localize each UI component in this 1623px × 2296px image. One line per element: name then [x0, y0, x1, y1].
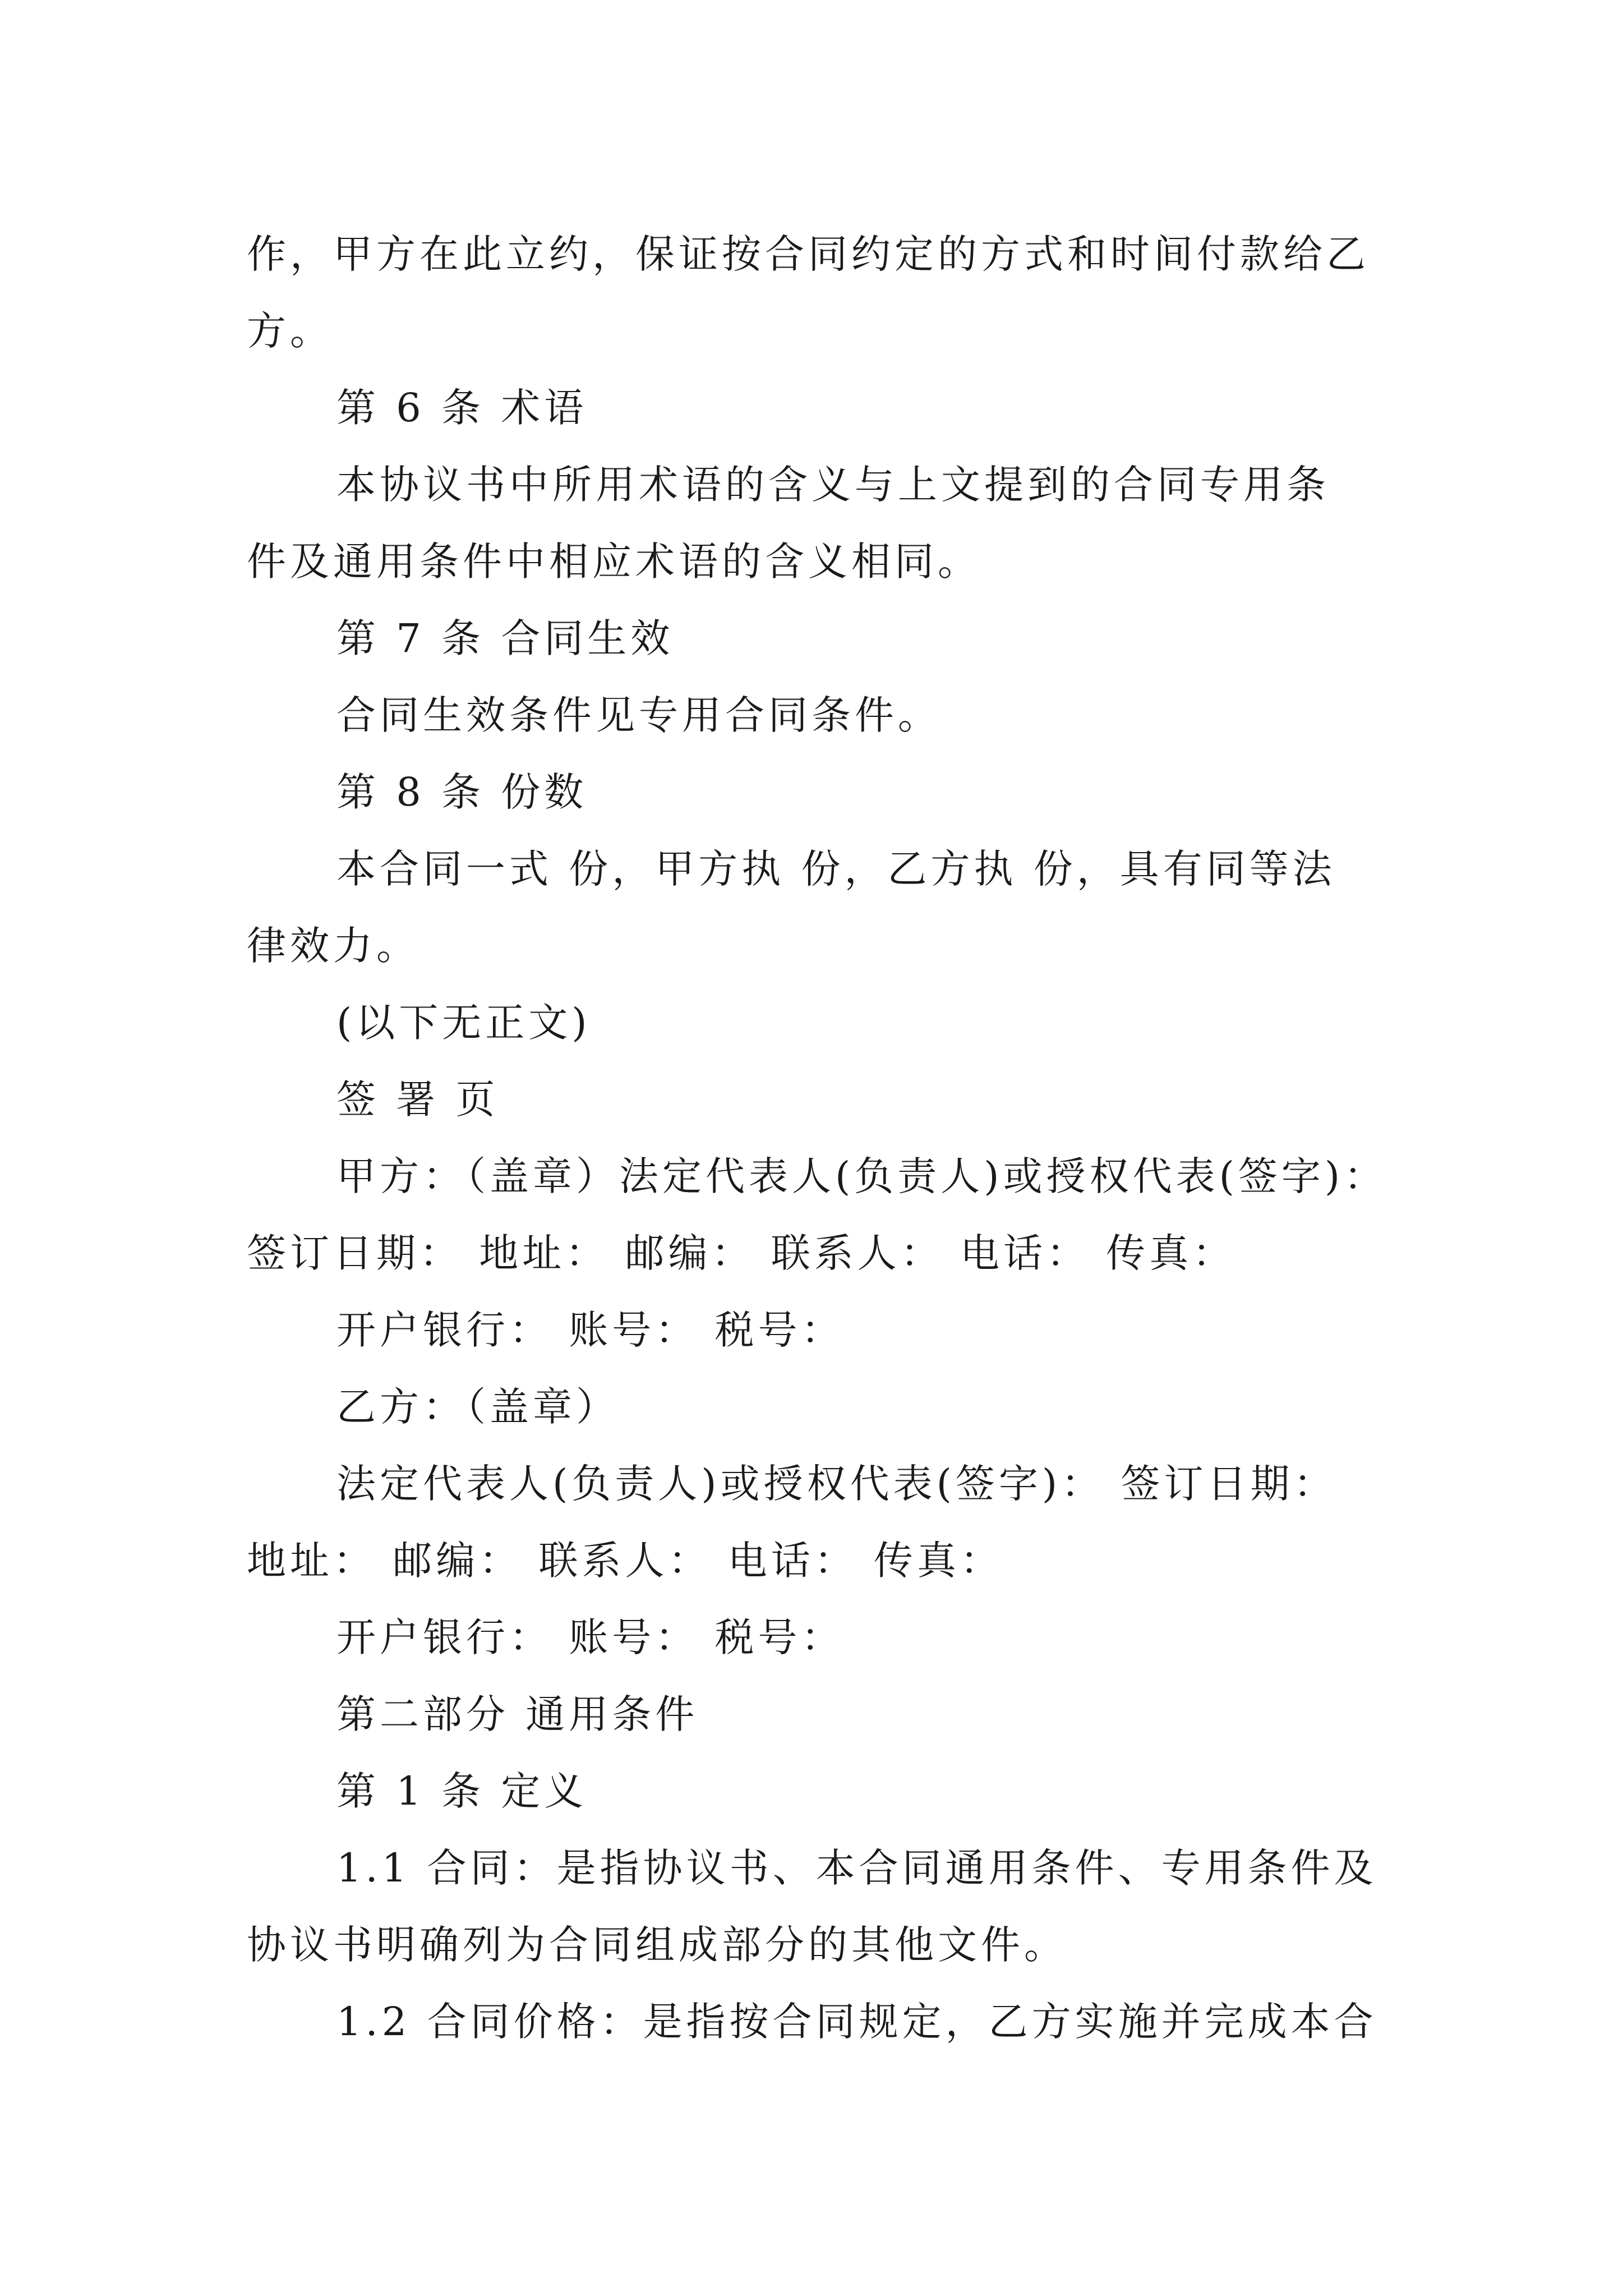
clause-line: 协议书明确列为合同组成部分的其他文件。 — [247, 1922, 1067, 1968]
text-line: 合同生效条件见专用合同条件。 — [336, 692, 941, 738]
text-line: (以下无正文) — [336, 1000, 591, 1046]
party-a-bank: 开户银行： 账号： 税号： — [336, 1307, 845, 1353]
part-heading: 第二部分 通用条件 — [336, 1691, 699, 1737]
party-a-line: 甲方：（盖章）法定代表人(负责人)或授权代表(签字)： — [336, 1153, 1387, 1199]
clause-line: 1.2 合同价格：是指按合同规定，乙方实施并完成本合 — [336, 1999, 1377, 2045]
clause-line: 1.1 合同：是指协议书、本合同通用条件、专用条件及 — [336, 1845, 1377, 1891]
section-heading: 第 1 条 定义 — [336, 1768, 588, 1814]
party-b-bank: 开户银行： 账号： 税号： — [336, 1614, 845, 1660]
text-line: 本合同一式 份，甲方执 份，乙方执 份，具有同等法 — [336, 846, 1336, 892]
document-body — [247, 216, 1385, 2060]
party-b-details: 地址： 邮编： 联系人： 电话： 传真： — [247, 1538, 1004, 1584]
text-line: 作，甲方在此立约，保证按合同约定的方式和时间付款给乙 — [247, 231, 1370, 277]
text-line: 律效力。 — [247, 923, 419, 969]
section-heading: 第 8 条 份数 — [336, 769, 588, 815]
text-line: 方。 — [247, 308, 333, 354]
section-heading: 第 6 条 术语 — [336, 385, 588, 431]
section-heading: 第 7 条 合同生效 — [336, 615, 674, 661]
text-line: 本协议书中所用术语的含义与上文提到的合同专用条 — [336, 462, 1330, 508]
signature-page-heading: 签 署 页 — [336, 1076, 499, 1122]
text-line: 件及通用条件中相应术语的含义相同。 — [247, 539, 981, 585]
party-a-details: 签订日期： 地址： 邮编： 联系人： 电话： 传真： — [247, 1230, 1236, 1276]
party-b-line: 乙方：（盖章） — [336, 1384, 619, 1430]
party-b-representative: 法定代表人(负责人)或授权代表(签字)： 签订日期： — [336, 1461, 1337, 1507]
